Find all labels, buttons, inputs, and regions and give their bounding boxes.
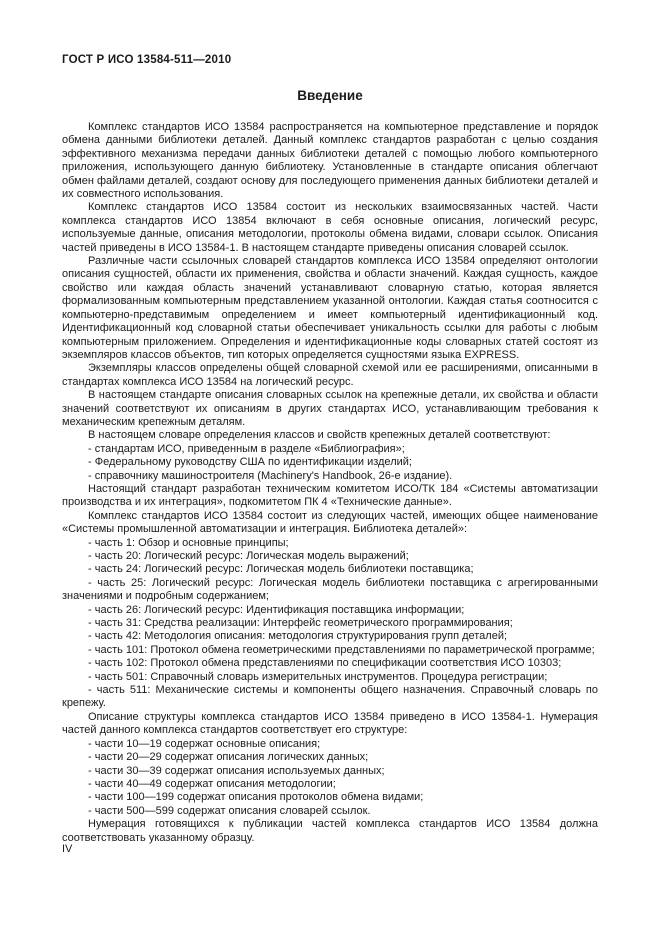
paragraph: - части 10—19 содержат основные описания; (88, 737, 321, 750)
paragraph: - часть 26: Логический ресурс: Идентификация поставщика информации; (88, 603, 465, 616)
page-title: Введение (297, 88, 363, 103)
paragraph: - часть 24: Логический ресурс: Логическая модель библиотеки поставщика; (88, 563, 474, 576)
paragraph: - части 100—199 содержат описания протоколов обмена видами; (88, 791, 424, 804)
paragraph: - часть 1: Обзор и основные принципы; (88, 536, 289, 549)
paragraph: - справочнику машиностроителя (Machinery's Handbook, 26-е издание). (88, 469, 453, 482)
paragraph: - части 30—39 содержат описания используемых данных; (88, 764, 385, 777)
document-header: ГОСТ Р ИСО 13584-511—2010 (62, 54, 232, 66)
paragraph: Настоящий стандарт разработан техническим комитетом ИСО/ТК 184 «Системы автоматизации производства и их интеграция», подкомитетом ПК 4 «Технические данные». (62, 482, 598, 509)
paragraph: В настоящем стандарте описания словарных ссылок на крепежные детали, их свойства и области значений соответствуют их описаниям в других стандартах ИСО, устанавливающим требования к механическим крепежным деталям. (62, 389, 598, 428)
paragraph: - часть 501: Справочный словарь измерительных инструментов. Процедура регистрации; (88, 670, 548, 683)
paragraph: - часть 102: Протокол обмена представлениями по спецификации соответствия ИСО 10303; (88, 657, 562, 670)
paragraph: Различные части ссылочных словарей стандартов комплекса ИСО 13584 определяют онтологии описания сущностей, области их применения, свойства и области значений. Каждая сущность, каждое свойство или каждая область значений устанавливают словарную статью, которая является формализованным компьютерным представлением указанной онтологии. Каждая статья соотносится с компьютерно-представимым определением и имеет компьютерный идентификационный код. Идентификационный код словарной статьи обеспечивает уникальность ссылки для работы с любым компьютерным приложением. Определения и идентификационные коды словарных статей состоят из экземпляров классов объектов, тип которых определяется сущностями языка EXPRESS. (62, 255, 598, 361)
paragraph: Нумерация готовящихся к публикации частей комплекса стандартов ИСО 13584 должна соответствовать указанному образцу. (62, 818, 598, 844)
paragraph: - часть 42: Методология описания: методология структурирования групп деталей; (88, 630, 508, 643)
paragraph: Экземпляры классов определены общей словарной схемой или ее расширениями, описанными в стандартах комплекса ИСО 13584 на логический ресурс. (62, 362, 598, 388)
paragraph: В настоящем словаре определения классов и свойств крепежных деталей соответствуют: (88, 429, 551, 442)
paragraph: - часть 31: Средства реализации: Интерфейс геометрического программирования; (88, 617, 513, 630)
paragraph: Комплекс стандартов ИСО 13584 состоит из следующих частей, имеющих общее наименование «Системы промышленной автоматизации и интеграция. Библиотека деталей»: (62, 509, 598, 536)
document-body (62, 121, 598, 845)
paragraph: - части 40—49 содержат описания методологии; (88, 777, 336, 790)
paragraph: - часть 101: Протокол обмена геометрическими представлениями по параметрической программе; (88, 643, 595, 656)
paragraph: - часть 20: Логический ресурс: Логическая модель выражений; (88, 550, 409, 562)
page-number: IV (62, 843, 73, 855)
paragraph: - Федеральному руководству США по идентификации изделий; (88, 456, 412, 469)
paragraph: Описание структуры комплекса стандартов ИСО 13584 приведено в ИСО 13584-1. Нумерация частей данного комплекса стандартов соответствует его структуре: (62, 710, 598, 737)
paragraph: Комплекс стандартов ИСО 13584 распространяется на компьютерное представление и порядок обмена данными библиотеки деталей. Данный комплекс стандартов разработан с целью создания эффективного механизма передачи данных библиотеки деталей с помощью любого компьютерного приложения, использующего данную библиотеку. Установленные в стандарте описания облегчают обмен файлами деталей, создают основу для последующего применения данных библиотеки деталей и их совместного использования. (62, 121, 598, 201)
paragraph: - часть 511: Механические системы и компоненты общего назначения. Справочный словарь по крепежу. (62, 684, 598, 710)
paragraph: - части 20—29 содержат описания логических данных; (88, 751, 369, 764)
paragraph: - стандартам ИСО, приведенным в разделе «Библиография»; (88, 442, 405, 455)
paragraph: - части 500—599 содержат описания словарей ссылок. (88, 804, 371, 817)
paragraph: - часть 25: Логический ресурс: Логическая модель библиотеки поставщика с агрегированными значениями и подробным содержанием; (62, 576, 598, 603)
paragraph: Комплекс стандартов ИСО 13584 состоит из нескольких взаимосвязанных частей. Части комплекса стандартов ИСО 13854 включают в себя основные описания, логический ресурс, используемые данные, описания методологии, протоколы обмена видами, словари ссылок. Описания частей приведены в ИСО 13584-1. В настоящем стандарте приведены описания словарей ссылок. (62, 201, 598, 254)
